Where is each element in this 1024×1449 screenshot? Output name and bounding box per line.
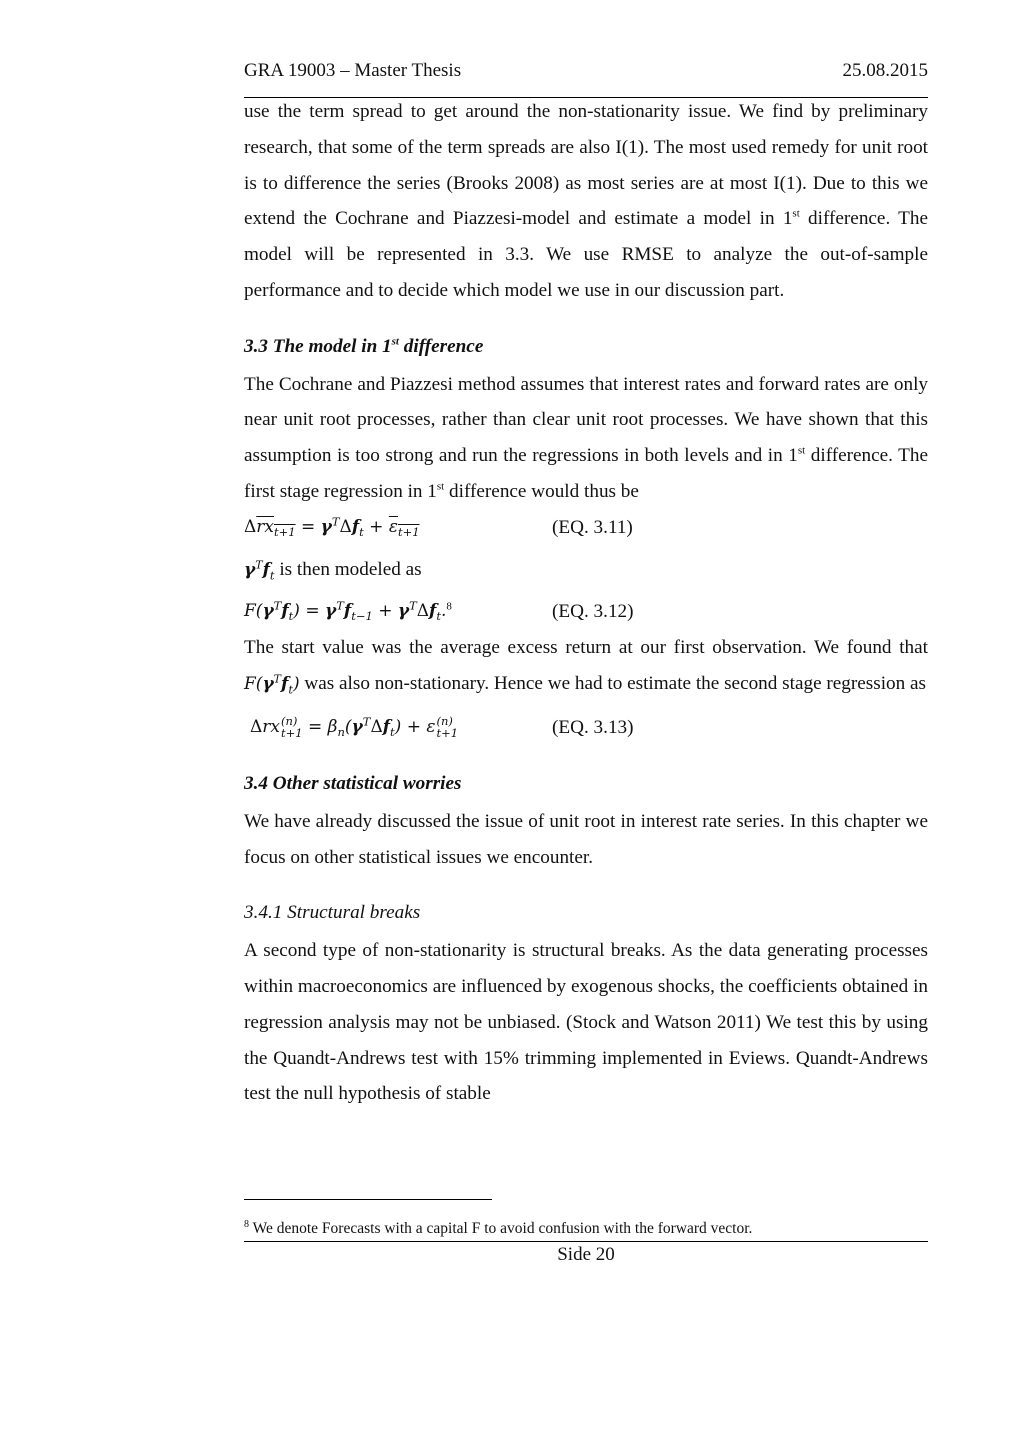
equation-3-11-label: (EQ. 3.11)	[552, 516, 633, 538]
footer-rule	[244, 1241, 928, 1242]
section-heading-3-4-1: 3.4.1 Structural breaks	[244, 902, 421, 924]
footnote-rule	[244, 1199, 492, 1200]
equation-3-12-label: (EQ. 3.12)	[552, 600, 634, 622]
footnote-mark: 8	[446, 600, 452, 613]
equation-3-12	[244, 594, 928, 630]
paragraph-4: The start value was the average excess return at our first observation. We found that $F(\gamma^Tf_t)$ was also non-stationary. Hence we had to estimate the second stage regression as	[244, 636, 928, 697]
paragraph-1: use the term spread to get around the non-stationarity issue. We find by preliminary research, that some of the term spreads are also I(1). The most used remedy for unit root is to difference the series (Brooks 2008) as most series are at most I(1). Due to this we extend the Cochrane and Piazzesi-model and estimate a model in 1st difference. The model will be represented in 3.3. We use RMSE to analyze the out-of-sample performance and to decide which model we use in our discussion part.	[244, 101, 929, 301]
header-date: 25.08.2015	[842, 60, 928, 81]
equation-3-11	[244, 510, 928, 546]
header-title: GRA 19003 – Master Thesis	[244, 60, 462, 81]
paragraph-6: A second type of non-stationarity is structural breaks. As the data generating processes within macroeconomics are influenced by exogenous shocks, the coefficients obtained in regression analysis may not be unbiased. (Stock and Watson 2011) We test this by using the Quandt-Andrews test with 15% trimming implemented in Eviews. Quandt-Andrews test the null hypothesis of stable	[244, 940, 928, 1105]
paragraph-5: We have already discussed the issue of unit root in interest rate series. In this chapter we focus on other statistical issues we encounter.	[244, 810, 928, 868]
section-heading-3-4: 3.4 Other statistical worries	[244, 772, 462, 794]
footnote: $^8$ We denote Forecasts with a capital F to avoid confusion with the forward vector.	[244, 1218, 753, 1237]
equation-3-13-math: Δrx(n) $t+1 = \beta_n(\gamma^T\Delta f_t) + \varepsilon(n)$ t+1	[250, 714, 459, 741]
equation-3-13	[244, 710, 928, 746]
equation-3-13-label: (EQ. 3.13)	[552, 716, 634, 738]
paragraph-3: $\gamma^Tf_t$ is then modeled as	[244, 558, 422, 583]
page-number: Side 20	[557, 1244, 615, 1265]
body-text	[244, 94, 928, 1112]
section-heading-3-3: 3.3 The model in 1st difference	[244, 335, 484, 357]
paragraph-2: The Cochrane and Piazzesi method assumes that interest rates and forward rates are only near unit root processes, rather than clear unit root processes. We have shown that this assumption is too strong and run the regressions in both levels and in 1st difference. The first stage regression in 1st difference would thus be	[244, 373, 928, 502]
equation-3-11-math: $\Delta rx_{t+1} = \gamma^T\Delta f_t + \varepsilon_{t+1}$	[244, 514, 420, 539]
equation-3-12-math: $F(\gamma^Tf_t) = \gamma^Tf_{t-1} + \gamma^T\Delta f_t.^8$	[244, 598, 452, 623]
running-header	[244, 60, 928, 88]
